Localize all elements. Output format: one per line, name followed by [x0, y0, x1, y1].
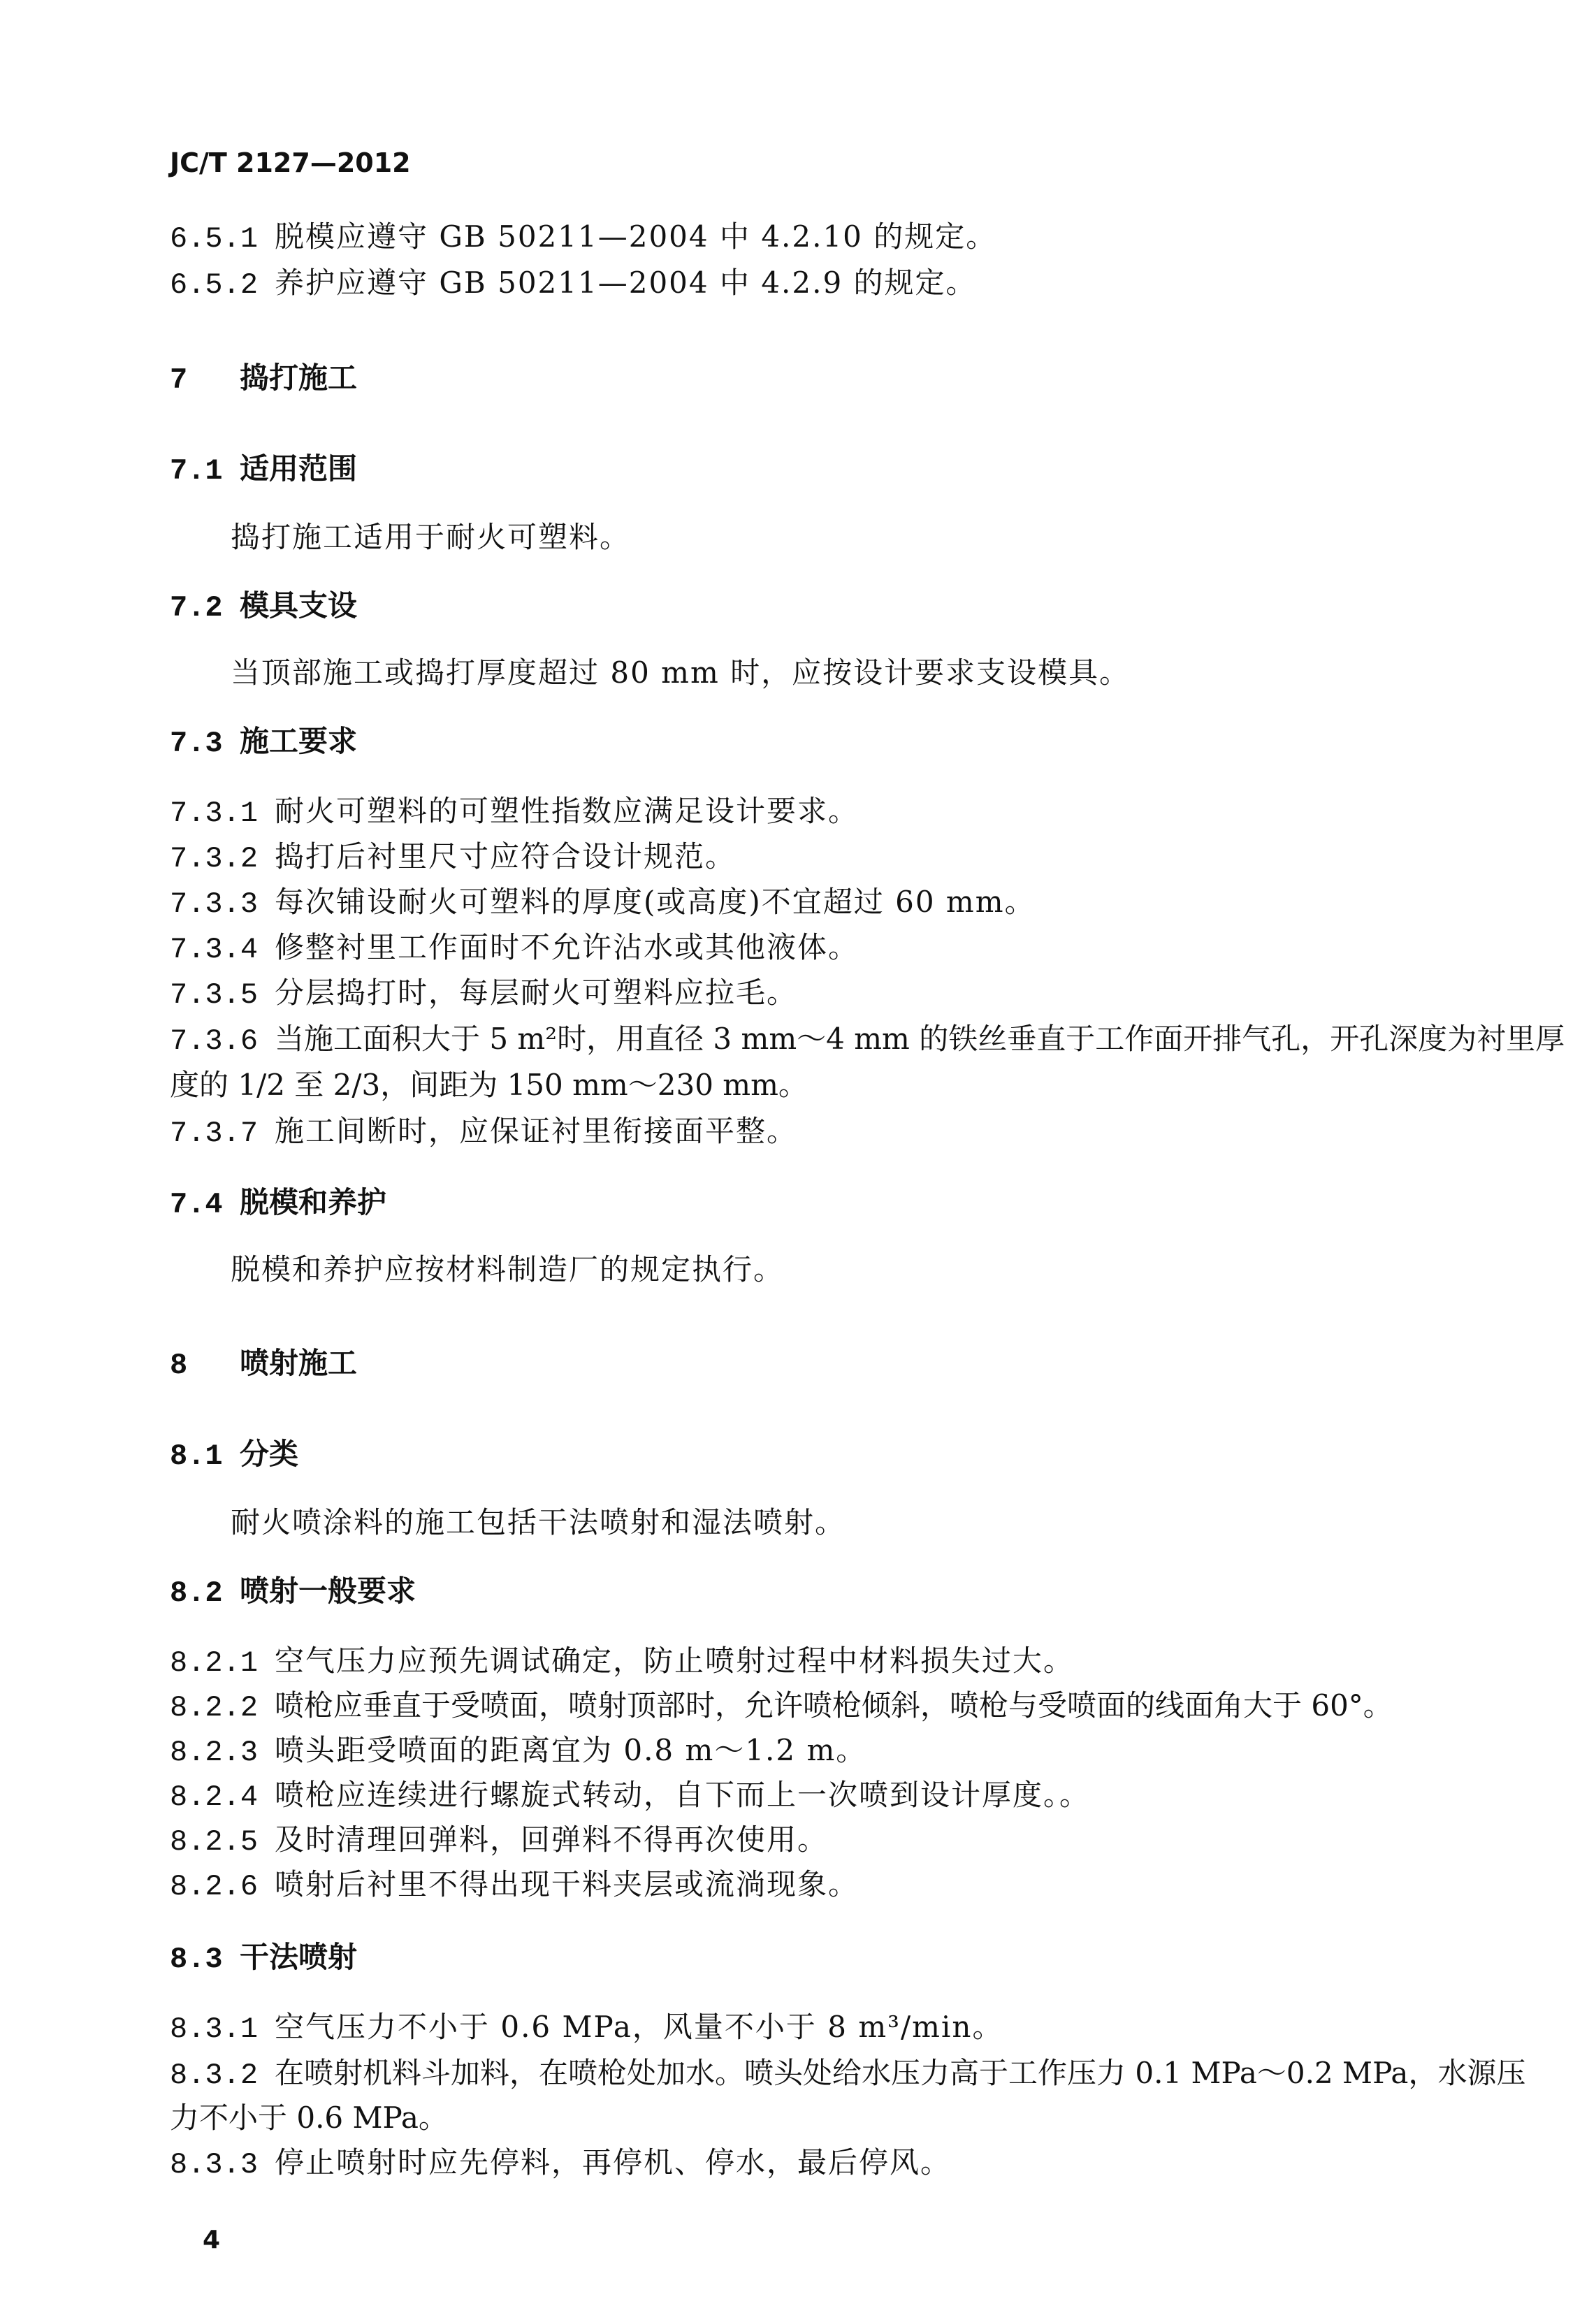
clause-8-3-2 — [170, 2056, 1526, 2092]
clause-text: 空气压力应预先调试确定，防止喷射过程中材料损失过大。 — [275, 1644, 1075, 1678]
section-8-1-body: 耐火喷涂料的施工包括干法喷射和湿法喷射。 — [231, 1505, 846, 1539]
section-7-1-heading — [170, 451, 358, 488]
section-title: 干法喷射 — [240, 1940, 358, 1974]
clause-text: 喷枪应垂直于受喷面，喷射顶部时，允许喷枪倾斜，喷枪与受喷面的线面角大于 60°。 — [275, 1688, 1393, 1723]
clause-text: 及时清理回弹料，回弹料不得再次使用。 — [275, 1822, 829, 1857]
clause-6-5-2 — [170, 268, 977, 300]
section-number: 7.3 — [170, 727, 223, 760]
clause-8-2-3 — [170, 1733, 867, 1769]
clause-number: 8.3.2 — [170, 2059, 259, 2092]
section-7-3-heading — [170, 724, 358, 760]
section-7-4-body: 脱模和养护应按材料制造厂的规定执行。 — [231, 1252, 785, 1286]
clause-number: 7.3.2 — [170, 842, 259, 876]
clause-text: 捣打后衬里尺寸应符合设计规范。 — [275, 839, 737, 873]
clause-number: 8.2.2 — [170, 1691, 259, 1725]
section-7-2-body: 当顶部施工或捣打厚度超过 80 mm 时，应按设计要求支设模具。 — [231, 655, 1131, 690]
clause-text: 脱模应遵守 GB 50211—2004 中 4.2.10 的规定。 — [275, 219, 997, 254]
section-title: 模具支设 — [240, 588, 358, 623]
clause-text: 耐火可塑料的可塑性指数应满足设计要求。 — [275, 794, 859, 828]
clause-text: 在喷射机料斗加料，在喷枪处加水。喷头处给水压力高于工作压力 0.1 MPa～0.2 MPa，水源压 — [275, 2056, 1526, 2090]
clause-text: 喷射后衬里不得出现干料夹层或流淌现象。 — [275, 1867, 859, 1901]
clause-number: 8.2.3 — [170, 1736, 259, 1769]
section-8-1-heading — [170, 1437, 299, 1473]
section-number: 7.1 — [170, 454, 223, 488]
clause-8-2-6 — [170, 1867, 859, 1903]
chapter-number: 7 — [170, 363, 188, 397]
clause-8-3-1 — [170, 2010, 1003, 2046]
clause-text: 喷头距受喷面的距离宜为 0.8 m～1.2 m。 — [275, 1733, 867, 1767]
clause-7-3-6 — [170, 1024, 1565, 1056]
chapter-8-heading — [170, 1346, 358, 1382]
clause-number: 8.2.6 — [170, 1870, 259, 1903]
page-number: 4 — [203, 2226, 221, 2254]
clause-text: 养护应遵守 GB 50211—2004 中 4.2.9 的规定。 — [275, 266, 977, 300]
clause-7-3-4 — [170, 930, 859, 966]
clause-number: 6.5.1 — [170, 222, 259, 256]
clause-number: 8.3.1 — [170, 2013, 259, 2046]
clause-number: 6.5.2 — [170, 268, 259, 302]
section-number: 8.1 — [170, 1440, 223, 1473]
section-title: 喷射一般要求 — [240, 1574, 416, 1608]
section-number: 8.2 — [170, 1576, 223, 1610]
clause-number: 7.3.7 — [170, 1117, 259, 1150]
clause-8-2-2 — [170, 1688, 1393, 1725]
chapter-title: 捣打施工 — [240, 361, 358, 395]
clause-text: 喷枪应连续进行螺旋式转动，自下而上一次喷到设计厚度。。 — [275, 1778, 1091, 1812]
clause-number: 8.2.4 — [170, 1781, 259, 1814]
clause-text: 当施工面积大于 5 m²时，用直径 3 mm～4 mm 的铁丝垂直于工作面开排气孔，开孔深度为衬里厚 — [275, 1022, 1565, 1056]
section-7-4-heading — [170, 1185, 387, 1221]
clause-7-3-6-continuation: 度的 1/2 至 2/3，间距为 150 mm～230 mm。 — [170, 1068, 808, 1102]
clause-text: 停止喷射时应先停料，再停机、停水，最后停风。 — [275, 2145, 952, 2180]
chapter-number: 8 — [170, 1349, 188, 1382]
section-7-2-heading — [170, 588, 358, 625]
clause-text: 空气压力不小于 0.6 MPa，风量不小于 8 m³/min。 — [275, 2010, 1003, 2044]
clause-7-3-3 — [170, 887, 1036, 919]
section-8-3-heading — [170, 1940, 358, 1976]
clause-text: 修整衬里工作面时不允许沾水或其他液体。 — [275, 930, 859, 964]
clause-8-3-3 — [170, 2145, 952, 2182]
section-title: 分类 — [240, 1437, 299, 1471]
clause-number: 8.2.1 — [170, 1646, 259, 1680]
clause-7-3-5 — [170, 978, 797, 1010]
section-number: 8.3 — [170, 1943, 223, 1976]
clause-text: 施工间断时，应保证衬里衔接面平整。 — [275, 1114, 798, 1148]
clause-7-3-2 — [170, 839, 737, 876]
chapter-7-heading — [170, 363, 357, 395]
clause-8-2-4 — [170, 1778, 1091, 1814]
clause-7-3-1 — [170, 794, 859, 830]
clause-7-3-7 — [170, 1114, 798, 1150]
section-title: 适用范围 — [240, 451, 358, 486]
clause-number: 7.3.1 — [170, 797, 259, 830]
clause-number: 8.3.3 — [170, 2148, 259, 2182]
clause-8-2-1 — [170, 1646, 1074, 1678]
chapter-title: 喷射施工 — [240, 1346, 358, 1380]
clause-number: 7.3.4 — [170, 933, 259, 966]
section-title: 施工要求 — [240, 724, 358, 758]
clause-8-3-2-continuation: 力不小于 0.6 MPa。 — [170, 2101, 448, 2135]
section-7-1-body: 捣打施工适用于耐火可塑料。 — [231, 520, 631, 554]
section-number: 7.2 — [170, 591, 223, 625]
clause-number: 7.3.6 — [170, 1024, 259, 1058]
clause-number: 7.3.3 — [170, 887, 259, 921]
section-title: 脱模和养护 — [240, 1185, 387, 1219]
clause-text: 分层捣打时，每层耐火可塑料应拉毛。 — [275, 976, 798, 1010]
clause-8-2-5 — [170, 1822, 829, 1859]
clause-number: 7.3.5 — [170, 978, 259, 1012]
clause-text: 每次铺设耐火可塑料的厚度(或高度)不宜超过 60 mm。 — [275, 885, 1036, 919]
clause-number: 8.2.5 — [170, 1825, 259, 1859]
standard-number-header: JC/T 2127—2012 — [170, 147, 411, 178]
section-8-2-heading — [170, 1576, 416, 1608]
section-number: 7.4 — [170, 1188, 223, 1221]
clause-6-5-1 — [170, 219, 997, 256]
